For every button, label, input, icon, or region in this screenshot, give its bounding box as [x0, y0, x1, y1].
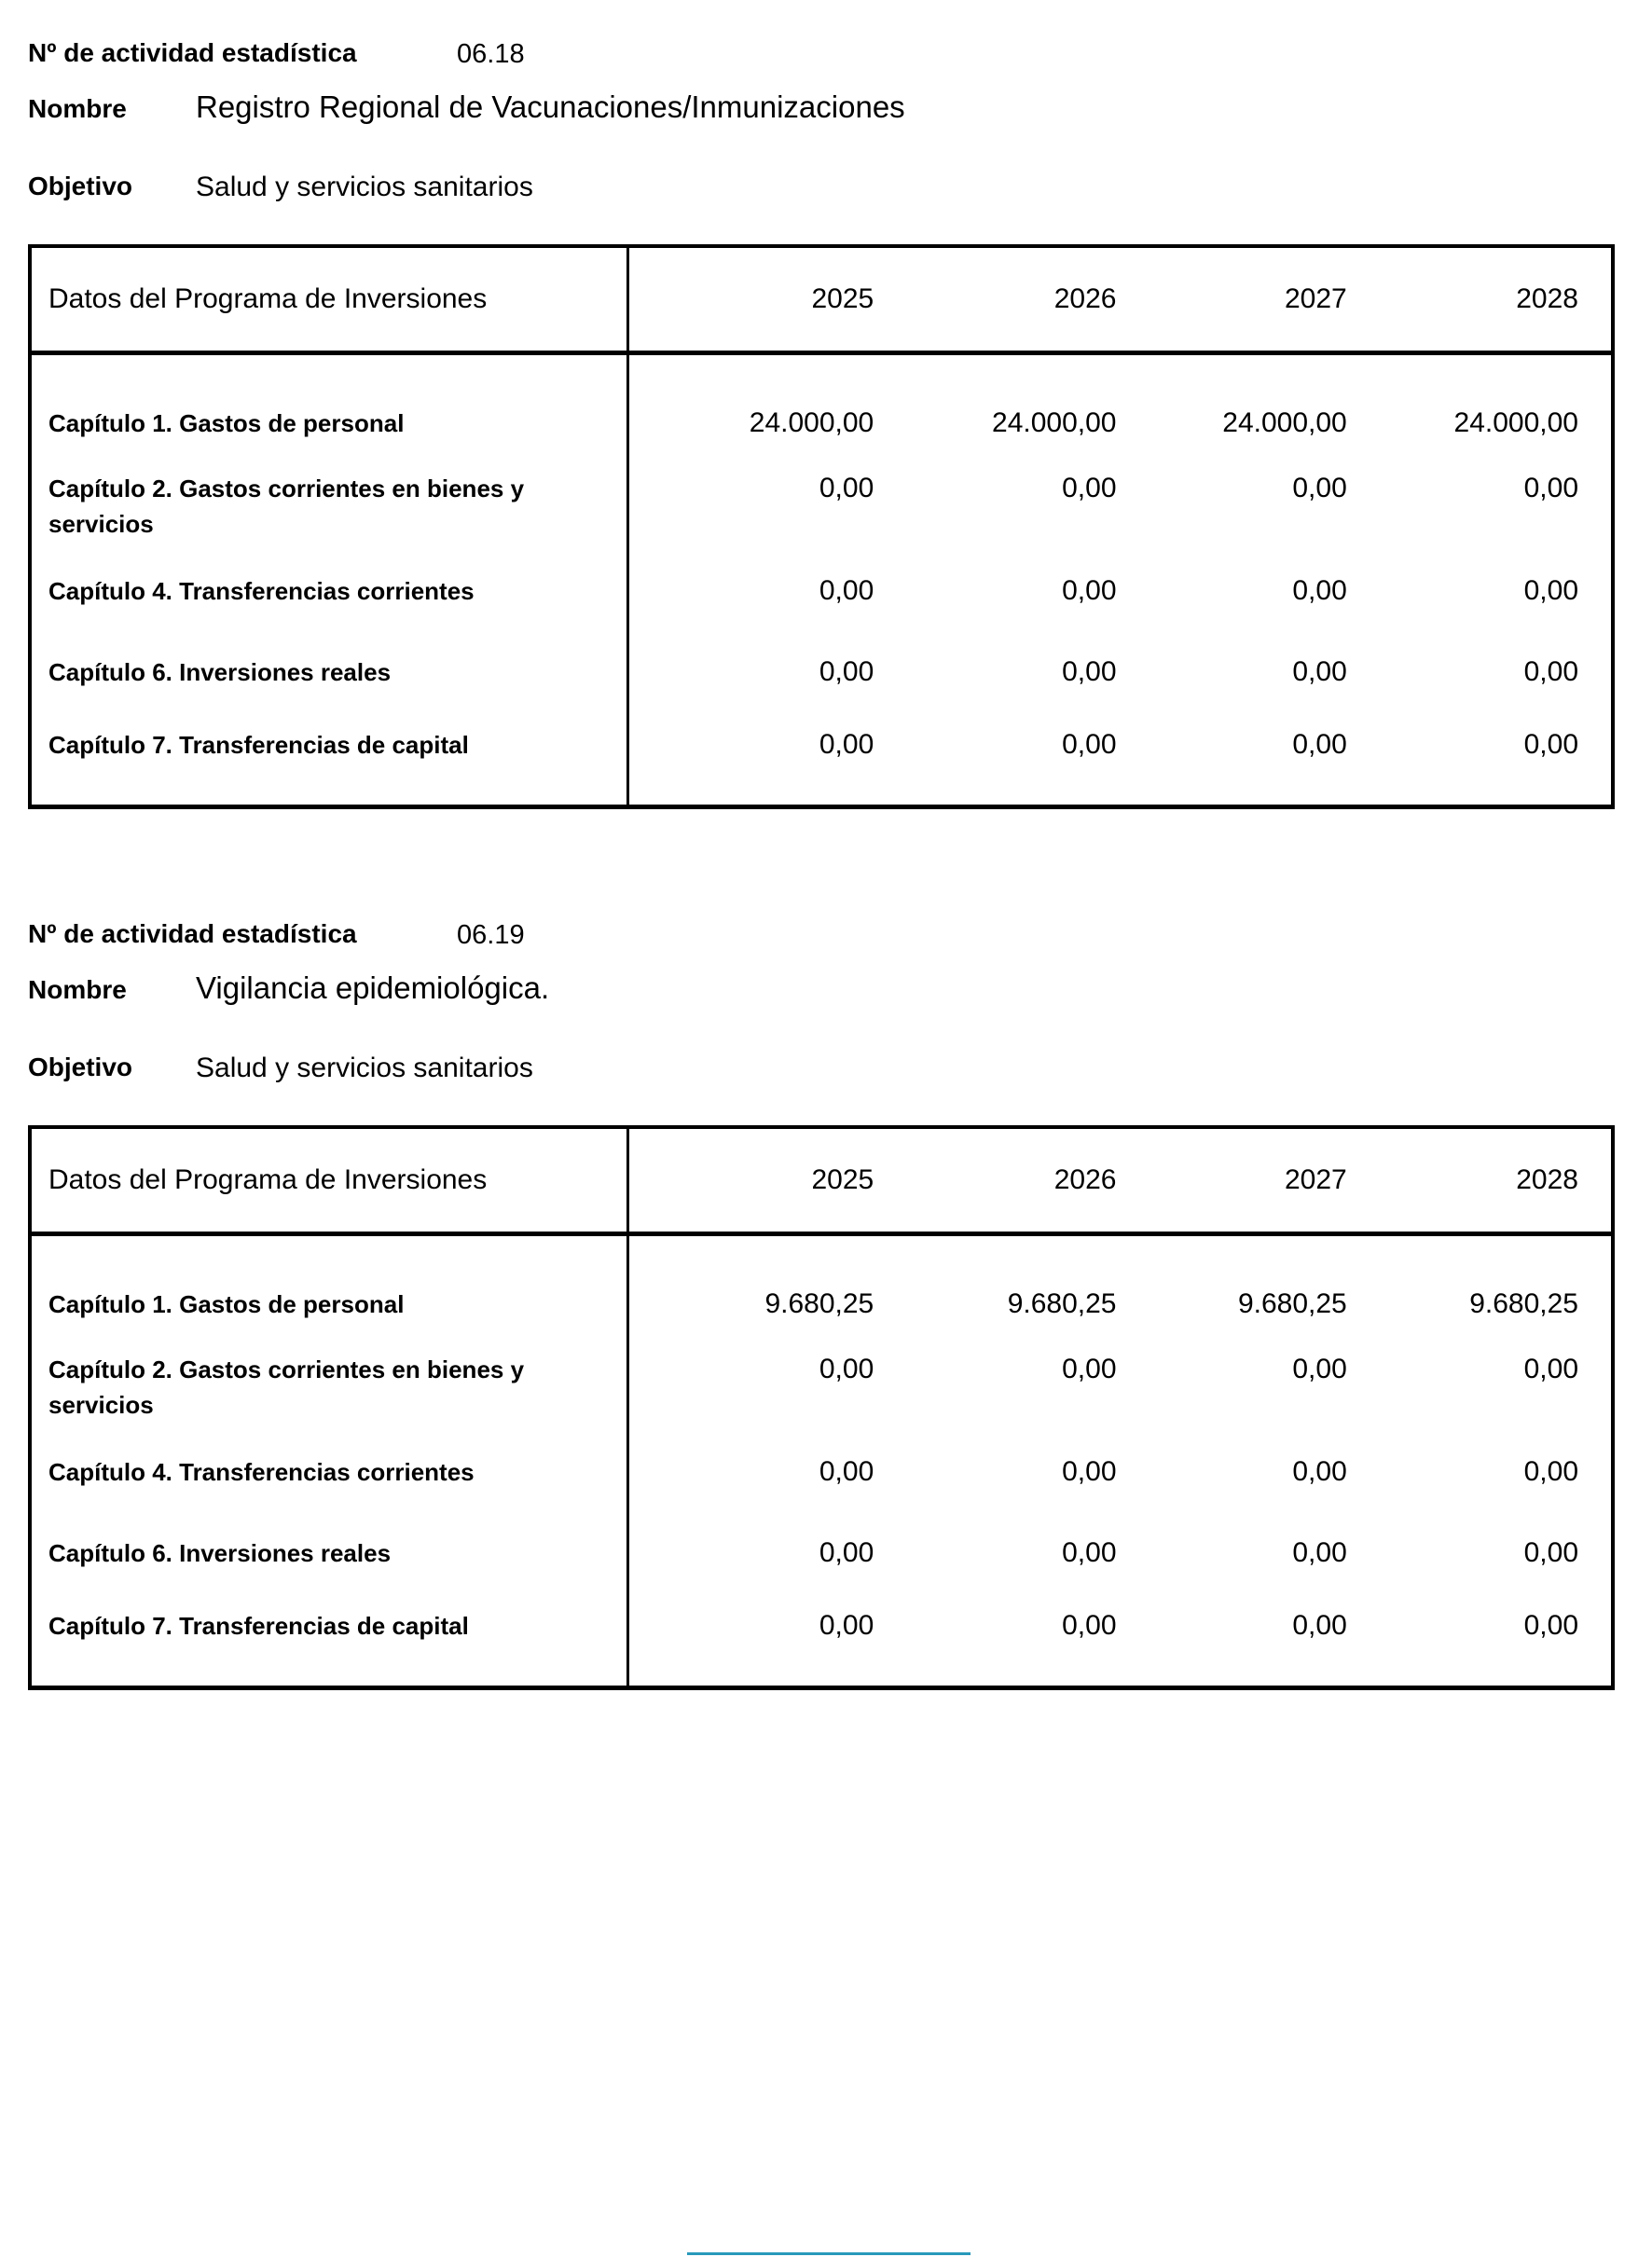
row-value: 0,00 — [1062, 473, 1117, 503]
row-value: 0,00 — [819, 1456, 874, 1487]
investment-table — [28, 244, 1615, 809]
table-body — [32, 355, 1611, 805]
row-value: 0,00 — [819, 1610, 874, 1641]
activity-section — [0, 0, 1652, 876]
year-headers — [629, 248, 1611, 351]
table-row — [32, 406, 1611, 441]
name-label: Nombre — [28, 975, 127, 1004]
row-value: 0,00 — [1062, 575, 1117, 606]
investment-table — [28, 1125, 1615, 1690]
row-value: 9.680,25 — [1237, 1288, 1347, 1319]
row-value: 0,00 — [1062, 1456, 1117, 1487]
row-value: 0,00 — [1292, 1610, 1347, 1641]
row-value: 24.000,00 — [1222, 407, 1347, 438]
activity-number-label: Nº de actividad estadística — [28, 919, 357, 948]
row-value: 9.680,25 — [764, 1288, 874, 1319]
row-label: Capítulo 4. Transferencias corrientes — [48, 577, 475, 605]
activity-number-value: 06.18 — [457, 39, 525, 69]
table-row — [32, 1608, 1611, 1644]
row-value: 0,00 — [1292, 575, 1347, 606]
row-value: 0,00 — [1523, 1610, 1578, 1641]
row-value: 0,00 — [1523, 1354, 1578, 1384]
year-header: 2027 — [1285, 283, 1347, 314]
table-header-row — [32, 1129, 1611, 1236]
objective-value: Salud y servicios sanitarios — [196, 1053, 533, 1083]
row-value: 0,00 — [1292, 1354, 1347, 1384]
row-label: Capítulo 2. Gastos corrientes en bienes y servicios — [48, 475, 525, 538]
row-value: 0,00 — [1062, 1354, 1117, 1384]
row-value: 0,00 — [1523, 729, 1578, 760]
row-label: Capítulo 7. Transferencias de capital — [48, 731, 469, 759]
row-value: 0,00 — [1292, 473, 1347, 503]
row-value: 0,00 — [1062, 656, 1117, 687]
row-label: Capítulo 6. Inversiones reales — [48, 658, 392, 686]
row-value: 0,00 — [1292, 1456, 1347, 1487]
name-label: Nombre — [28, 94, 127, 123]
name-value: Vigilancia epidemiológica. — [196, 970, 550, 1005]
row-value: 9.680,25 — [1469, 1288, 1578, 1319]
table-row — [32, 1454, 1611, 1490]
row-value: 0,00 — [1292, 729, 1347, 760]
year-header: 2028 — [1516, 1164, 1578, 1195]
table-row — [32, 727, 1611, 763]
row-value: 0,00 — [1292, 1537, 1347, 1568]
row-value: 0,00 — [819, 729, 874, 760]
table-title: Datos del Programa de Inversiones — [32, 248, 629, 351]
activity-section — [0, 881, 1652, 1757]
year-header: 2026 — [1053, 1164, 1117, 1195]
year-header: 2025 — [811, 283, 874, 314]
row-value: 0,00 — [1523, 473, 1578, 503]
row-value: 24.000,00 — [749, 407, 874, 438]
year-header: 2027 — [1285, 1164, 1347, 1195]
objective-label: Objetivo — [28, 172, 133, 200]
row-value: 0,00 — [1523, 1537, 1578, 1568]
row-value: 24.000,00 — [1453, 407, 1578, 438]
table-header-row — [32, 248, 1611, 355]
name-value: Registro Regional de Vacunaciones/Inmunizaciones — [196, 89, 905, 124]
year-header: 2025 — [811, 1164, 874, 1195]
row-value: 0,00 — [1062, 1537, 1117, 1568]
row-value: 0,00 — [1062, 729, 1117, 760]
table-row — [32, 1535, 1611, 1571]
objective-value: Salud y servicios sanitarios — [196, 172, 533, 202]
row-value: 0,00 — [1523, 575, 1578, 606]
row-value: 0,00 — [819, 1537, 874, 1568]
row-value: 0,00 — [819, 575, 874, 606]
row-value: 0,00 — [1292, 656, 1347, 687]
table-title: Datos del Programa de Inversiones — [32, 1129, 629, 1232]
row-value: 0,00 — [819, 656, 874, 687]
row-value: 24.000,00 — [992, 407, 1117, 438]
row-label: Capítulo 1. Gastos de personal — [48, 409, 405, 437]
row-label: Capítulo 6. Inversiones reales — [48, 1539, 392, 1567]
table-row — [32, 1287, 1611, 1322]
row-value: 0,00 — [1062, 1610, 1117, 1641]
row-label: Capítulo 7. Transferencias de capital — [48, 1612, 469, 1640]
row-value: 0,00 — [819, 473, 874, 503]
activity-number-value: 06.19 — [457, 920, 525, 950]
table-row — [32, 573, 1611, 609]
table-row — [32, 471, 1611, 542]
row-label: Capítulo 4. Transferencias corrientes — [48, 1458, 475, 1486]
table-row — [32, 654, 1611, 690]
row-value: 0,00 — [819, 1354, 874, 1384]
row-value: 0,00 — [1523, 656, 1578, 687]
objective-label: Objetivo — [28, 1053, 133, 1081]
row-value: 0,00 — [1523, 1456, 1578, 1487]
table-row — [32, 1352, 1611, 1423]
year-header: 2026 — [1053, 283, 1117, 314]
row-value: 9.680,25 — [1007, 1288, 1117, 1319]
activity-number-label: Nº de actividad estadística — [28, 38, 357, 67]
year-header: 2028 — [1516, 283, 1578, 314]
table-body — [32, 1236, 1611, 1686]
footer-rule — [687, 2252, 971, 2255]
row-label: Capítulo 1. Gastos de personal — [48, 1290, 405, 1318]
year-headers — [629, 1129, 1611, 1232]
row-label: Capítulo 2. Gastos corrientes en bienes y servicios — [48, 1356, 525, 1419]
